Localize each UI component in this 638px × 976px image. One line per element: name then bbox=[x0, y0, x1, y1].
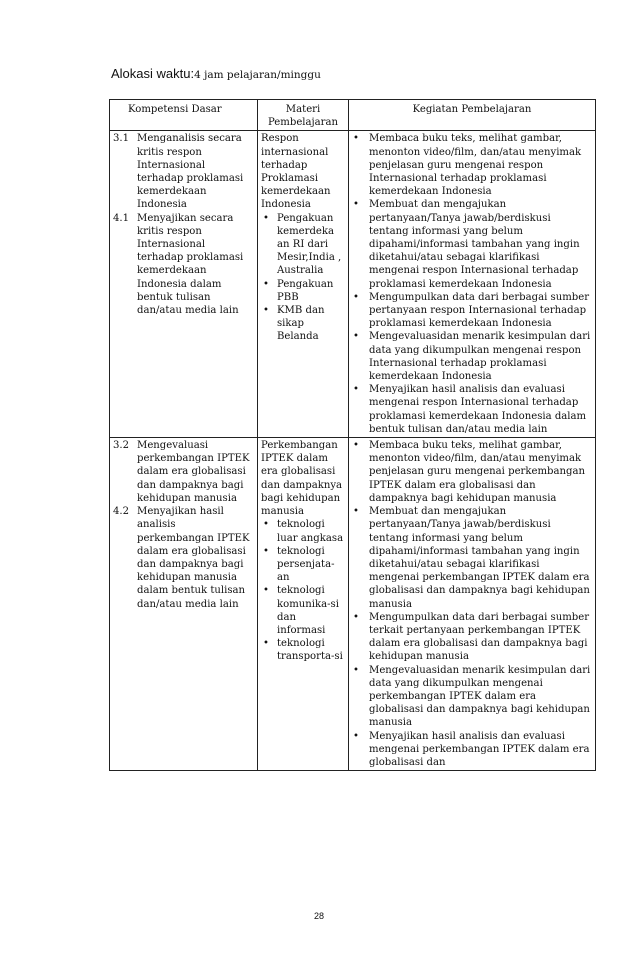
kompetensi-cell bbox=[110, 438, 258, 771]
kd-number: 3.1 bbox=[113, 133, 130, 145]
alokasi-label: Alokasi waktu: bbox=[111, 66, 195, 81]
materi-item: • teknologi luar angkasa bbox=[261, 518, 345, 544]
kd-text: Menyajikan hasil analisis perkembangan IPTEK dalam era globalisasi dan dampaknya bagi kehidupan manusia dalam bentuk tulisan dan/atau media lain bbox=[137, 506, 250, 610]
kd-item bbox=[113, 439, 254, 505]
kd-text: Mengevaluasi perkembangan IPTEK dalam era globalisasi dan dampaknya bagi kehidupan manusia bbox=[137, 440, 250, 504]
kegiatan-list bbox=[352, 132, 592, 436]
materi-cell bbox=[258, 131, 349, 438]
kd-item bbox=[113, 505, 254, 611]
header-kegiatan: Kegiatan Pembelajaran bbox=[349, 100, 596, 131]
kegiatan-item: • Membuat dan mengajukan pertanyaan/Tanya jawab/berdiskusi tentang informasi yang belum dipahami/informasi tambahan yang ingin diketahui/atau sebagai klarifikasi mengenai perkembangan IPTEK dalam era globalisasi dan dampaknya bagi kehidupan manusia bbox=[352, 505, 592, 611]
materi-item: • teknologi transporta-si bbox=[261, 637, 345, 663]
kompetensi-cell bbox=[110, 131, 258, 438]
materi-item: • teknologi persenjata-an bbox=[261, 545, 345, 585]
kegiatan-item: • Menyajikan hasil analisis dan evaluasi mengenai respon Internasional terhadap proklamasi kemerdekaan Indonesia dalam bentuk tulisan dan/atau media lain bbox=[352, 383, 592, 436]
kompetensi-table bbox=[109, 99, 596, 771]
table-row bbox=[110, 131, 596, 438]
kegiatan-item: • Membaca buku teks, melihat gambar, menonton video/film, dan/atau menyimak penjelasan guru mengenai respon Internasional terhadap proklamasi kemerdekaan Indonesia bbox=[352, 132, 592, 198]
kegiatan-list bbox=[352, 439, 592, 769]
materi-cell bbox=[258, 438, 349, 771]
table-header-row bbox=[110, 100, 596, 131]
kd-number: 4.2 bbox=[113, 506, 130, 518]
kegiatan-cell bbox=[349, 438, 596, 771]
kd-number: 4.1 bbox=[113, 212, 130, 224]
header-materi: Materi Pembelajaran bbox=[258, 100, 349, 131]
kegiatan-item: • Mengumpulkan data dari berbagai sumber terkait pertanyaan perkembangan IPTEK dalam era globalisasi dan dampaknya bagi kehidupan manusia bbox=[352, 611, 592, 664]
kegiatan-item: • Mengevaluasidan menarik kesimpulan dari data yang dikumpulkan mengenai perkembangan IPTEK dalam era globalisasi dan dampaknya bagi kehidupan manusia bbox=[352, 664, 592, 730]
kd-item bbox=[113, 212, 254, 318]
kegiatan-item: • Mengumpulkan data dari berbagai sumber pertanyaan respon Internasional terhadap proklamasi kemerdekaan Indonesia bbox=[352, 291, 592, 331]
materi-item: • Pengakuan kemerdeka an RI dari Mesir,India , Australia bbox=[261, 212, 345, 278]
kegiatan-item: • Membuat dan mengajukan pertanyaan/Tanya jawab/berdiskusi tentang informasi yang belum dipahami/informasi tambahan yang ingin diketahui/atau sebagai klarifikasi mengenai respon Internasional terhadap proklamasi kemerdekaan Indonesia bbox=[352, 198, 592, 290]
table-row bbox=[110, 438, 596, 771]
kegiatan-item: • Mengevaluasidan menarik kesimpulan dari data yang dikumpulkan mengenai respon Internasional terhadap proklamasi kemerdekaan Indonesia bbox=[352, 330, 592, 383]
alokasi-waktu bbox=[111, 66, 321, 81]
kd-text: Menganalisis secara kritis respon Internasional terhadap proklamasi kemerdekaan Indonesia bbox=[137, 133, 244, 211]
kegiatan-item: • Membaca buku teks, melihat gambar, menonton video/film, dan/atau menyimak penjelasan guru mengenai perkembangan IPTEK dalam era globalisasi dan dampaknya bagi kehidupan manusia bbox=[352, 439, 592, 505]
page-number: 28 bbox=[313, 911, 324, 921]
materi-intro: Respon internasional terhadap Proklamasi kemerdekaan Indonesia bbox=[261, 133, 331, 211]
header-kompetensi: Kompetensi Dasar bbox=[110, 100, 258, 131]
kegiatan-item: • Menyajikan hasil analisis dan evaluasi mengenai perkembangan IPTEK dalam era globalisasi dan bbox=[352, 730, 592, 770]
kd-text: Menyajikan secara kritis respon Internasional terhadap proklamasi kemerdekaan Indonesia dalam bentuk tulisan dan/atau media lain bbox=[137, 212, 244, 317]
materi-item: • teknologi komunika-si dan informasi bbox=[261, 584, 345, 637]
kd-item bbox=[113, 132, 254, 211]
kegiatan-cell bbox=[349, 131, 596, 438]
kd-number: 3.2 bbox=[113, 440, 130, 452]
materi-list bbox=[261, 212, 345, 344]
materi-list bbox=[261, 518, 345, 663]
materi-item: • Pengakuan PBB bbox=[261, 278, 345, 304]
materi-item: • KMB dan sikap Belanda bbox=[261, 304, 345, 344]
alokasi-value: 4 jam pelajaran/minggu bbox=[194, 69, 321, 81]
materi-intro: Perkembangan IPTEK dalam era globalisasi dan dampaknya bagi kehidupan manusia bbox=[261, 440, 343, 518]
